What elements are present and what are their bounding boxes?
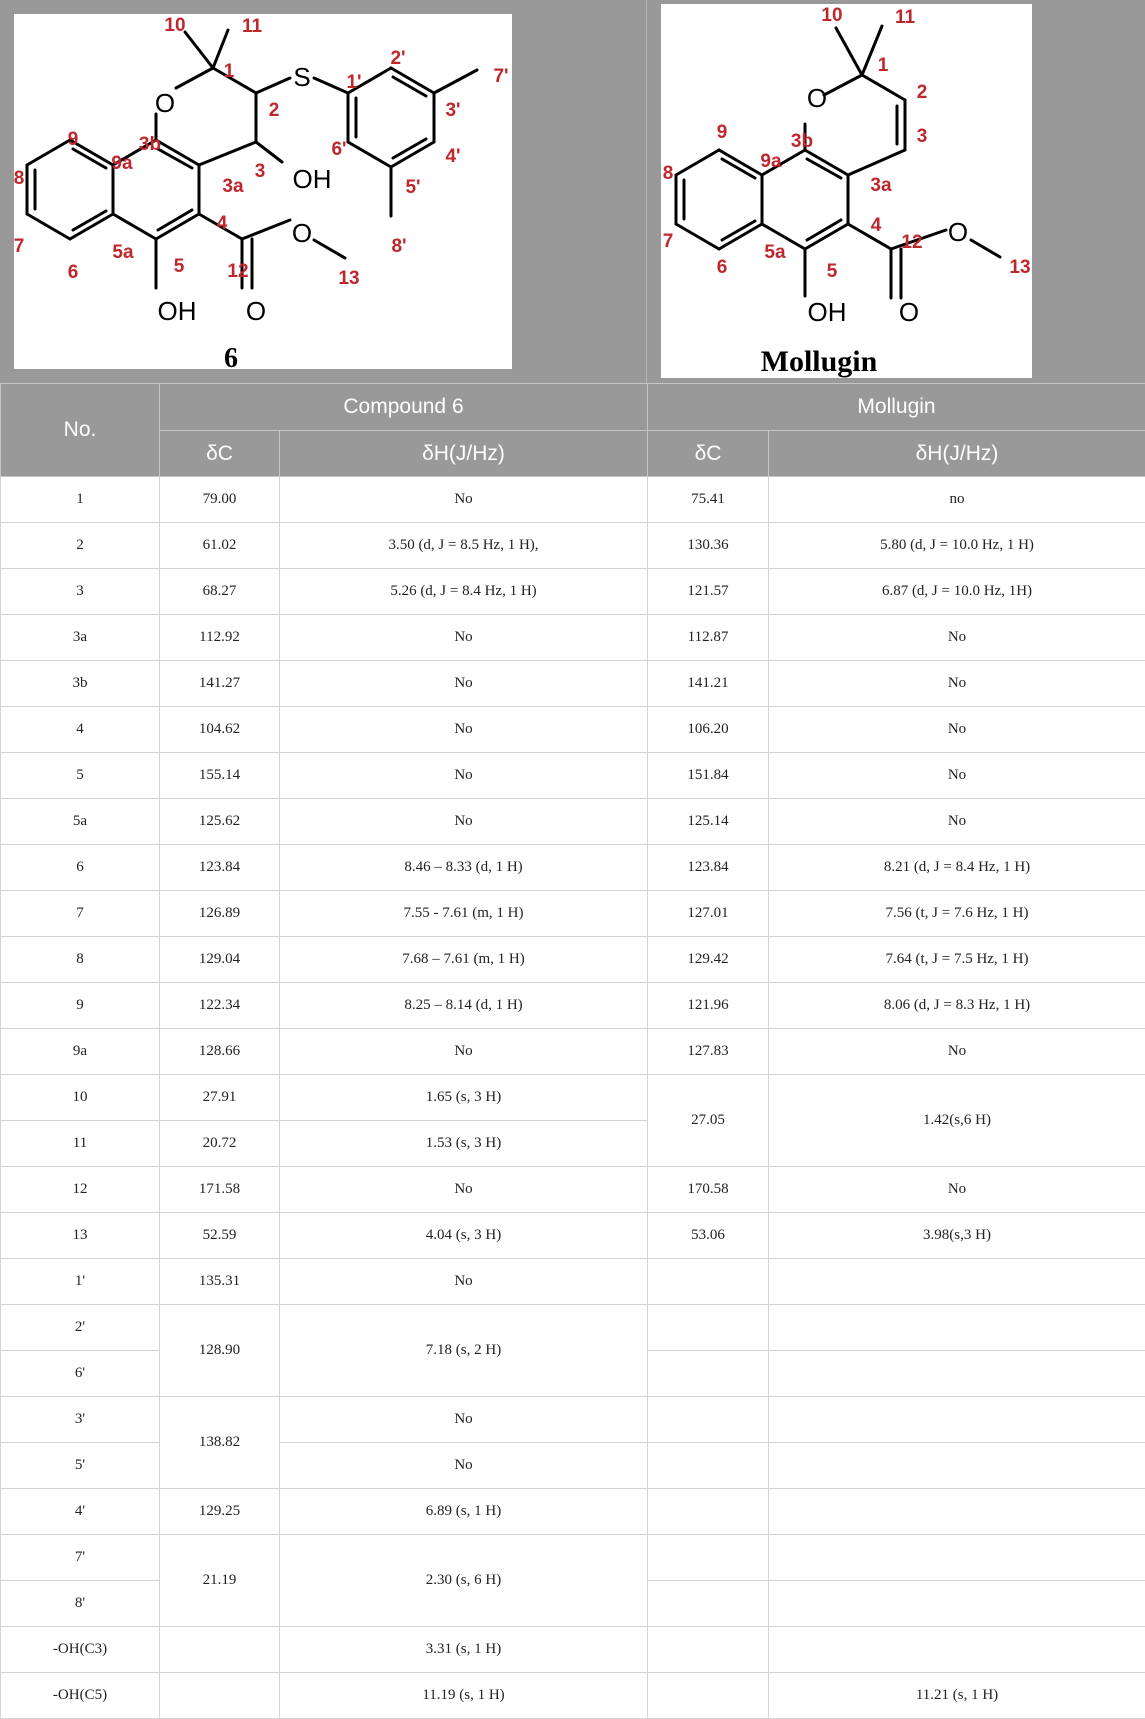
header-no: No. — [1, 384, 160, 477]
cell-dh-6: No — [280, 799, 648, 845]
atom-number-5: 5 — [174, 256, 185, 277]
atom-number-1: 1 — [224, 61, 235, 82]
cell-dh-mollugin — [769, 1627, 1145, 1673]
cell-dc-mollugin: 151.84 — [648, 753, 769, 799]
atom-number-5-prime: 5' — [405, 177, 420, 198]
cell-dh-mollugin: No — [769, 615, 1145, 661]
atom-number-9a: 9a — [111, 153, 133, 174]
cell-dh-6: 3.31 (s, 1 H) — [280, 1627, 648, 1673]
cell-dc-mollugin — [648, 1259, 769, 1305]
cell-dc-mollugin: 127.83 — [648, 1029, 769, 1075]
table-row — [1, 1627, 1145, 1673]
cell-dh-mollugin: No — [769, 1167, 1145, 1213]
cell-dc-6: 125.62 — [160, 799, 280, 845]
cell-dc-mollugin — [648, 1489, 769, 1535]
cell-dh-mollugin: 5.80 (d, J = 10.0 Hz, 1 H) — [769, 523, 1145, 569]
cell-dh-6: 7.55 - 7.61 (m, 1 H) — [280, 891, 648, 937]
cell-dh-mollugin — [769, 1443, 1145, 1489]
cell-dc-6: 20.72 — [160, 1121, 280, 1167]
atom-number-5a: 5a — [112, 242, 134, 263]
cell-no: 4' — [1, 1489, 160, 1535]
cell-dh-6: 1.65 (s, 3 H) — [280, 1075, 648, 1121]
compound-6-structure-panel — [14, 14, 512, 369]
cell-dc-mollugin: 75.41 — [648, 477, 769, 523]
table-row — [1, 523, 1145, 569]
cell-dh-6: No — [280, 1259, 648, 1305]
ester-oxygen-label: O — [292, 218, 312, 248]
atom-number-3-prime: 3' — [445, 100, 460, 121]
atom-number-8: 8 — [663, 163, 674, 184]
cell-dh-6: No — [280, 1397, 648, 1443]
structure-figure-band — [0, 0, 1145, 383]
mollugin-caption: Mollugin — [761, 345, 878, 378]
hydroxyl-c3-label: OH — [293, 164, 332, 194]
cell-no: 6' — [1, 1351, 160, 1397]
cell-dc-6: 122.34 — [160, 983, 280, 1029]
atom-number-11: 11 — [242, 16, 263, 37]
table-row — [1, 661, 1145, 707]
cell-dh-mollugin: No — [769, 707, 1145, 753]
carbonyl-oxygen-label: O — [899, 297, 919, 327]
cell-dc-mollugin — [648, 1673, 769, 1719]
cell-no: 3b — [1, 661, 160, 707]
cell-dc-6: 126.89 — [160, 891, 280, 937]
atom-number-1: 1 — [878, 55, 889, 76]
cell-dh-mollugin — [769, 1397, 1145, 1443]
figure-divider — [646, 0, 647, 383]
cell-no: -OH(C5) — [1, 1673, 160, 1719]
cell-no: 5a — [1, 799, 160, 845]
cell-dh-mollugin — [769, 1305, 1145, 1351]
cell-dc-mollugin: 27.05 — [648, 1075, 769, 1167]
header-compound-6: Compound 6 — [160, 384, 648, 431]
cell-dc-mollugin: 53.06 — [648, 1213, 769, 1259]
atom-number-3: 3 — [255, 161, 266, 182]
atom-number-6-prime: 6' — [331, 139, 346, 160]
cell-dh-mollugin — [769, 1489, 1145, 1535]
cell-no: 7' — [1, 1535, 160, 1581]
cell-dh-6: No — [280, 615, 648, 661]
cell-dh-mollugin — [769, 1535, 1145, 1581]
cell-dc-6: 61.02 — [160, 523, 280, 569]
cell-dh-mollugin: 7.56 (t, J = 7.6 Hz, 1 H) — [769, 891, 1145, 937]
atom-number-7: 7 — [663, 231, 674, 252]
table-row — [1, 1489, 1145, 1535]
cell-dc-mollugin: 170.58 — [648, 1167, 769, 1213]
cell-no: 13 — [1, 1213, 160, 1259]
cell-dh-6: 6.89 (s, 1 H) — [280, 1489, 648, 1535]
cell-dh-6: 1.53 (s, 3 H) — [280, 1121, 648, 1167]
atom-number-9: 9 — [717, 122, 728, 143]
header-dh-mollugin: δH(J/Hz) — [769, 431, 1145, 477]
atom-number-5: 5 — [827, 261, 838, 282]
table-row — [1, 753, 1145, 799]
cell-dc-mollugin — [648, 1443, 769, 1489]
cell-dc-mollugin: 112.87 — [648, 615, 769, 661]
atom-number-7-prime: 7' — [493, 66, 508, 87]
table-row — [1, 1305, 1145, 1351]
cell-dh-6: No — [280, 661, 648, 707]
table-row — [1, 1259, 1145, 1305]
table-row — [1, 1029, 1145, 1075]
table-row — [1, 799, 1145, 845]
cell-dc-6: 171.58 — [160, 1167, 280, 1213]
cell-no: 3' — [1, 1397, 160, 1443]
hydroxyl-c5-label: OH — [158, 296, 197, 326]
cell-dh-6: 2.30 (s, 6 H) — [280, 1535, 648, 1627]
cell-dh-6: 3.50 (d, J = 8.5 Hz, 1 H), — [280, 523, 648, 569]
atom-number-6: 6 — [717, 257, 728, 278]
cell-dc-6: 112.92 — [160, 615, 280, 661]
cell-dc-mollugin — [648, 1305, 769, 1351]
cell-dc-mollugin: 121.57 — [648, 569, 769, 615]
cell-dc-6: 79.00 — [160, 477, 280, 523]
compound-6-structure — [14, 14, 512, 369]
cell-dh-6: No — [280, 477, 648, 523]
cell-dh-6: 5.26 (d, J = 8.4 Hz, 1 H) — [280, 569, 648, 615]
atom-number-3b: 3b — [139, 134, 161, 155]
cell-dh-6: No — [280, 753, 648, 799]
table-row — [1, 983, 1145, 1029]
cell-dc-mollugin — [648, 1397, 769, 1443]
cell-dh-mollugin: No — [769, 661, 1145, 707]
sulfur-label: S — [293, 62, 310, 92]
table-row — [1, 569, 1145, 615]
cell-dc-6: 104.62 — [160, 707, 280, 753]
atom-number-10: 10 — [164, 15, 185, 36]
cell-dh-mollugin: 8.21 (d, J = 8.4 Hz, 1 H) — [769, 845, 1145, 891]
atom-number-2: 2 — [917, 82, 928, 103]
cell-dh-mollugin: No — [769, 799, 1145, 845]
cell-no: 9 — [1, 983, 160, 1029]
atom-number-12: 12 — [227, 261, 248, 282]
cell-dc-6 — [160, 1673, 280, 1719]
cell-dh-mollugin: 7.64 (t, J = 7.5 Hz, 1 H) — [769, 937, 1145, 983]
atom-number-9: 9 — [68, 129, 79, 150]
cell-dc-6: 128.66 — [160, 1029, 280, 1075]
cell-no: 1 — [1, 477, 160, 523]
cell-no: 8 — [1, 937, 160, 983]
nmr-data-table — [0, 383, 1145, 1719]
cell-no: 4 — [1, 707, 160, 753]
cell-dc-mollugin: 125.14 — [648, 799, 769, 845]
cell-no: 11 — [1, 1121, 160, 1167]
cell-dc-mollugin: 129.42 — [648, 937, 769, 983]
mollugin-structure-panel — [661, 4, 1032, 378]
cell-no: 2' — [1, 1305, 160, 1351]
ring-oxygen-label: O — [807, 83, 827, 113]
cell-dh-6: No — [280, 707, 648, 753]
cell-dh-mollugin: 8.06 (d, J = 8.3 Hz, 1 H) — [769, 983, 1145, 1029]
atom-number-3b: 3b — [791, 131, 813, 152]
cell-no: -OH(C3) — [1, 1627, 160, 1673]
carbonyl-oxygen-label: O — [246, 296, 266, 326]
cell-dh-mollugin: 3.98(s,3 H) — [769, 1213, 1145, 1259]
table-row — [1, 845, 1145, 891]
cell-dh-mollugin: no — [769, 477, 1145, 523]
cell-no: 5' — [1, 1443, 160, 1489]
atom-number-10: 10 — [821, 5, 842, 26]
atom-number-12: 12 — [901, 232, 922, 253]
cell-no: 9a — [1, 1029, 160, 1075]
cell-no: 5 — [1, 753, 160, 799]
cell-dc-6: 21.19 — [160, 1535, 280, 1627]
cell-no: 2 — [1, 523, 160, 569]
atom-number-13: 13 — [1009, 257, 1030, 278]
hydroxyl-c5-label: OH — [808, 297, 847, 327]
cell-dh-6: 4.04 (s, 3 H) — [280, 1213, 648, 1259]
cell-dc-6: 52.59 — [160, 1213, 280, 1259]
cell-no: 3a — [1, 615, 160, 661]
cell-dh-6: 8.46 – 8.33 (d, 1 H) — [280, 845, 648, 891]
atom-number-3a: 3a — [222, 176, 244, 197]
atom-number-4: 4 — [871, 215, 882, 236]
cell-dc-mollugin: 121.96 — [648, 983, 769, 1029]
cell-dh-mollugin — [769, 1259, 1145, 1305]
table-row — [1, 707, 1145, 753]
cell-dh-mollugin: No — [769, 1029, 1145, 1075]
cell-dc-mollugin — [648, 1351, 769, 1397]
table-row — [1, 615, 1145, 661]
cell-dh-mollugin: 11.21 (s, 1 H) — [769, 1673, 1145, 1719]
atom-number-7: 7 — [14, 236, 24, 257]
cell-dh-mollugin: 1.42(s,6 H) — [769, 1075, 1145, 1167]
atom-number-11: 11 — [895, 7, 916, 28]
cell-dc-mollugin — [648, 1581, 769, 1627]
cell-dc-6 — [160, 1627, 280, 1673]
cell-dh-mollugin: No — [769, 753, 1145, 799]
atom-number-2: 2 — [269, 100, 280, 121]
cell-dc-mollugin: 123.84 — [648, 845, 769, 891]
table-row — [1, 1673, 1145, 1719]
table-row — [1, 937, 1145, 983]
cell-dc-6: 155.14 — [160, 753, 280, 799]
compound-6-caption: 6 — [224, 343, 238, 369]
atom-number-8: 8 — [14, 168, 24, 189]
atom-number-5a: 5a — [764, 242, 786, 263]
cell-dh-6: 7.68 – 7.61 (m, 1 H) — [280, 937, 648, 983]
table-row — [1, 891, 1145, 937]
ring-oxygen-label: O — [155, 88, 175, 118]
cell-dc-6: 128.90 — [160, 1305, 280, 1397]
table-row — [1, 1535, 1145, 1581]
ester-oxygen-label: O — [948, 217, 968, 247]
cell-dc-6: 129.04 — [160, 937, 280, 983]
table-row — [1, 1167, 1145, 1213]
cell-no: 8' — [1, 1581, 160, 1627]
cell-no: 3 — [1, 569, 160, 615]
cell-dh-mollugin — [769, 1351, 1145, 1397]
header-mollugin: Mollugin — [648, 384, 1145, 431]
cell-no: 12 — [1, 1167, 160, 1213]
atom-number-3: 3 — [917, 126, 928, 147]
cell-dh-6: No — [280, 1167, 648, 1213]
cell-dh-6: 11.19 (s, 1 H) — [280, 1673, 648, 1719]
cell-dh-6: No — [280, 1443, 648, 1489]
cell-dh-6: 8.25 – 8.14 (d, 1 H) — [280, 983, 648, 1029]
cell-dh-6: No — [280, 1029, 648, 1075]
cell-dc-mollugin: 106.20 — [648, 707, 769, 753]
cell-dc-mollugin — [648, 1535, 769, 1581]
cell-dh-mollugin — [769, 1581, 1145, 1627]
cell-dc-6: 68.27 — [160, 569, 280, 615]
header-dh-compound-6: δH(J/Hz) — [280, 431, 648, 477]
cell-dc-mollugin: 127.01 — [648, 891, 769, 937]
cell-dh-6: 7.18 (s, 2 H) — [280, 1305, 648, 1397]
cell-dc-6: 123.84 — [160, 845, 280, 891]
mollugin-structure — [661, 4, 1032, 378]
cell-no: 1' — [1, 1259, 160, 1305]
cell-dh-mollugin: 6.87 (d, J = 10.0 Hz, 1H) — [769, 569, 1145, 615]
table-row — [1, 1075, 1145, 1121]
atom-number-4-prime: 4' — [445, 146, 460, 167]
cell-dc-6: 141.27 — [160, 661, 280, 707]
header-dc-mollugin: δC — [648, 431, 769, 477]
atom-number-3a: 3a — [870, 175, 892, 196]
atom-number-1-prime: 1' — [346, 72, 361, 93]
table-row — [1, 477, 1145, 523]
table-row — [1, 1397, 1145, 1443]
atom-number-8-prime: 8' — [391, 236, 406, 257]
cell-dc-mollugin — [648, 1627, 769, 1673]
atom-number-2-prime: 2' — [390, 48, 405, 69]
cell-dc-mollugin: 141.21 — [648, 661, 769, 707]
cell-dc-6: 138.82 — [160, 1397, 280, 1489]
atom-number-13: 13 — [338, 268, 359, 289]
cell-no: 10 — [1, 1075, 160, 1121]
atom-number-6: 6 — [68, 262, 79, 283]
table-row — [1, 1213, 1145, 1259]
cell-dc-6: 129.25 — [160, 1489, 280, 1535]
cell-dc-6: 135.31 — [160, 1259, 280, 1305]
header-dc-compound-6: δC — [160, 431, 280, 477]
cell-dc-6: 27.91 — [160, 1075, 280, 1121]
atom-number-9a: 9a — [760, 151, 782, 172]
cell-no: 7 — [1, 891, 160, 937]
atom-number-4: 4 — [217, 213, 228, 234]
cell-no: 6 — [1, 845, 160, 891]
cell-dc-mollugin: 130.36 — [648, 523, 769, 569]
